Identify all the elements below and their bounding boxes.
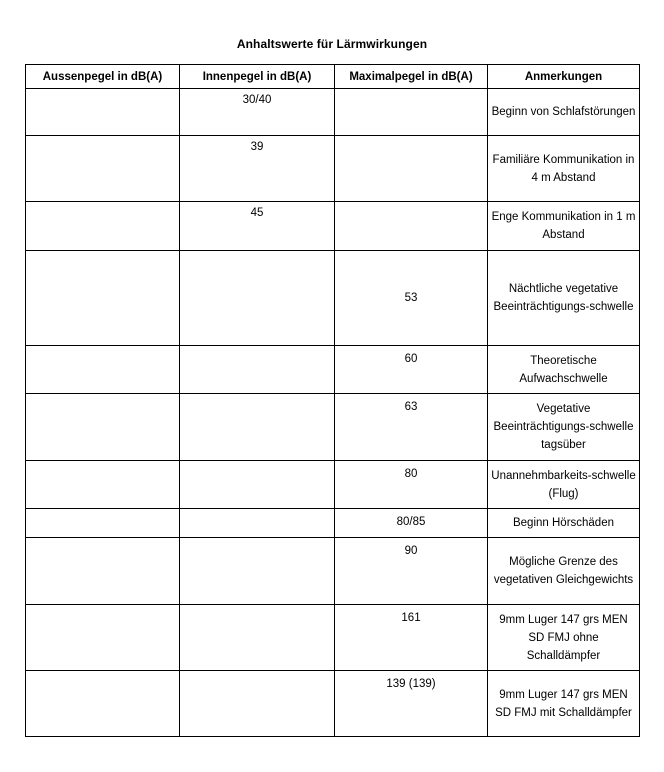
cell-maximalpegel: 53 (335, 251, 488, 346)
cell-anmerkung: Theoretische Aufwachschwelle (488, 346, 640, 394)
cell-maximalpegel: 161 (335, 605, 488, 671)
cell-innenpegel (180, 671, 335, 737)
cell-anmerkung: Mögliche Grenze des vegetativen Gleichgewichts (488, 538, 640, 605)
cell-innenpegel: 39 (180, 136, 335, 202)
cell-innenpegel (180, 538, 335, 605)
cell-anmerkung: Enge Kommunikation in 1 m Abstand (488, 202, 640, 251)
cell-aussenpegel (26, 509, 180, 538)
cell-innenpegel (180, 394, 335, 461)
cell-anmerkung: Unannehmbarkeits-schwelle (Flug) (488, 461, 640, 509)
table-row (26, 202, 640, 251)
cell-anmerkung: 9mm Luger 147 grs MEN SD FMJ mit Schalldämpfer (488, 671, 640, 737)
cell-maximalpegel: 139 (139) (335, 671, 488, 737)
cell-maximalpegel: 60 (335, 346, 488, 394)
cell-maximalpegel (335, 89, 488, 136)
cell-innenpegel (180, 509, 335, 538)
cell-maximalpegel: 90 (335, 538, 488, 605)
cell-maximalpegel: 80/85 (335, 509, 488, 538)
table-row (26, 461, 640, 509)
table-row (26, 538, 640, 605)
column-header-maximalpegel: Maximalpegel in dB(A) (335, 65, 488, 89)
cell-aussenpegel (26, 346, 180, 394)
cell-anmerkung: 9mm Luger 147 grs MEN SD FMJ ohne Schalldämpfer (488, 605, 640, 671)
cell-maximalpegel: 63 (335, 394, 488, 461)
cell-aussenpegel (26, 538, 180, 605)
cell-aussenpegel (26, 202, 180, 251)
column-header-anmerkungen: Anmerkungen (488, 65, 640, 89)
cell-anmerkung: Vegetative Beeinträchtigungs-schwelle tagsüber (488, 394, 640, 461)
cell-innenpegel (180, 346, 335, 394)
column-header-innenpegel: Innenpegel in dB(A) (180, 65, 335, 89)
table-row (26, 671, 640, 737)
cell-aussenpegel (26, 671, 180, 737)
cell-aussenpegel (26, 89, 180, 136)
cell-maximalpegel: 80 (335, 461, 488, 509)
column-header-aussenpegel: Aussenpegel in dB(A) (26, 65, 180, 89)
cell-aussenpegel (26, 605, 180, 671)
cell-maximalpegel (335, 136, 488, 202)
table-row (26, 509, 640, 538)
table-row (26, 346, 640, 394)
table-row (26, 394, 640, 461)
cell-innenpegel (180, 461, 335, 509)
table-row (26, 251, 640, 346)
cell-aussenpegel (26, 136, 180, 202)
cell-anmerkung: Nächtliche vegetative Beeinträchtigungs-schwelle (488, 251, 640, 346)
cell-aussenpegel (26, 461, 180, 509)
table-row (26, 605, 640, 671)
cell-anmerkung: Beginn von Schlafstörungen (488, 89, 640, 136)
cell-innenpegel (180, 605, 335, 671)
cell-innenpegel (180, 251, 335, 346)
table-row (26, 89, 640, 136)
cell-innenpegel: 45 (180, 202, 335, 251)
cell-maximalpegel (335, 202, 488, 251)
cell-aussenpegel (26, 251, 180, 346)
page-title: Anhaltswerte für Lärmwirkungen (236, 37, 428, 51)
cell-aussenpegel (26, 394, 180, 461)
cell-anmerkung: Familiäre Kommunikation in 4 m Abstand (488, 136, 640, 202)
table-header-row (26, 65, 640, 89)
cell-anmerkung: Beginn Hörschäden (488, 509, 640, 538)
noise-values-table (25, 64, 640, 737)
table-row (26, 136, 640, 202)
cell-innenpegel: 30/40 (180, 89, 335, 136)
